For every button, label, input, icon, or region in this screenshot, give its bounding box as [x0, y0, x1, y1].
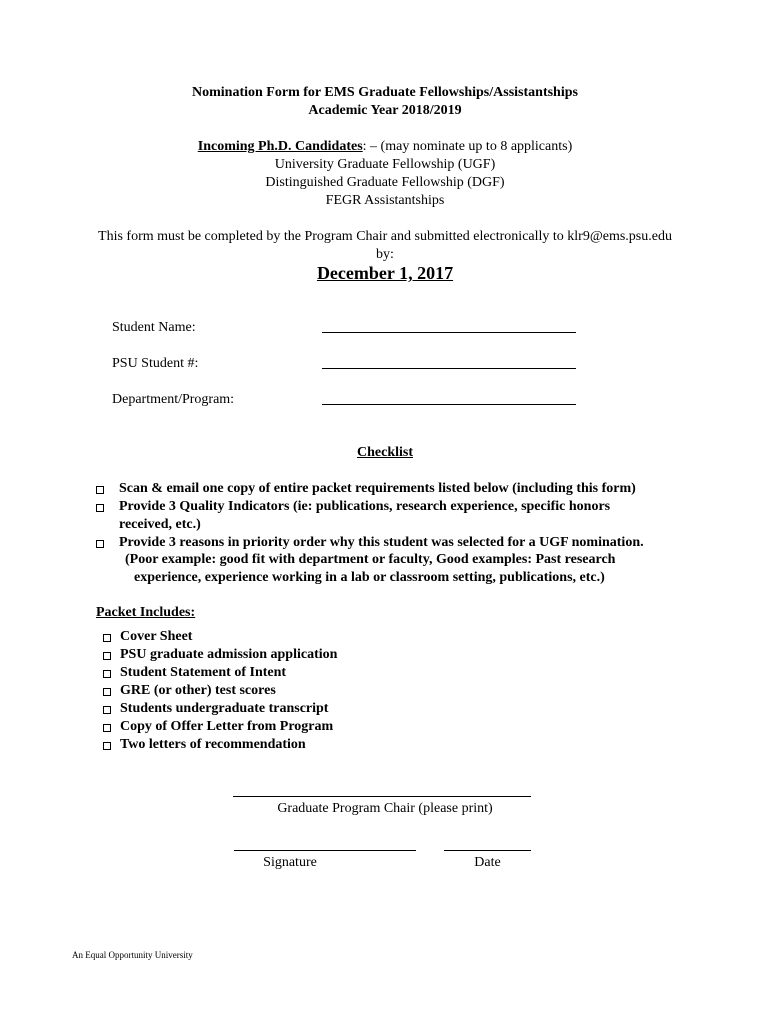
- candidates-heading-suffix: : – (may nominate up to 8 applicants): [362, 139, 573, 154]
- packet-item-offer-letter: Copy of Offer Letter from Program: [120, 719, 334, 734]
- signature-field[interactable]: [234, 850, 416, 851]
- student-number-label: PSU Student #:: [112, 356, 199, 371]
- candidates-heading-line: [0, 138, 770, 156]
- packet-item-statement: Student Statement of Intent: [120, 665, 287, 680]
- academic-year: Academic Year 2018/2019: [308, 103, 462, 118]
- checklist-item-scan: Scan & email one copy of entire packet requirements listed below (including this form): [119, 481, 636, 496]
- packet-heading: Packet Includes:: [96, 605, 196, 620]
- candidates-heading: Incoming Ph.D. Candidates: [197, 139, 363, 154]
- packet-item-test-scores: GRE (or other) test scores: [120, 683, 276, 698]
- checklist-item-indicators: Provide 3 Quality Indicators (ie: publications, research experience, specific honors: [119, 499, 611, 514]
- checkbox-icon[interactable]: [103, 742, 111, 750]
- checkbox-icon[interactable]: [103, 706, 111, 714]
- checkbox-icon[interactable]: [96, 540, 104, 548]
- checkbox-icon[interactable]: [103, 670, 111, 678]
- student-number-field[interactable]: [322, 368, 576, 369]
- department-field[interactable]: [322, 404, 576, 405]
- date-field[interactable]: [444, 850, 531, 851]
- chair-name-field[interactable]: [233, 796, 531, 797]
- instructions-text: This form must be completed by the Program Chair and submitted electronically to klr9@ems.psu.edu: [98, 229, 672, 244]
- checklist-item-reasons-cont1: (Poor example: good fit with department or faculty, Good examples: Past research: [125, 552, 616, 567]
- deadline-date: December 1, 2017: [316, 263, 454, 283]
- packet-item-application: PSU graduate admission application: [120, 647, 338, 662]
- department-label: Department/Program:: [112, 392, 235, 407]
- checklist-item-indicators-cont: received, etc.): [119, 517, 201, 532]
- checkbox-icon[interactable]: [103, 724, 111, 732]
- checklist-heading: Checklist: [357, 445, 413, 460]
- chair-label: Graduate Program Chair (please print): [277, 801, 493, 816]
- checkbox-icon[interactable]: [103, 652, 111, 660]
- checklist-item-reasons-cont2: experience, experience working in a lab or classroom setting, publications, etc.): [134, 570, 605, 585]
- packet-item-recommendations: Two letters of recommendation: [120, 737, 306, 752]
- date-label: Date: [474, 855, 501, 870]
- student-name-field[interactable]: [322, 332, 576, 333]
- award-ugf: University Graduate Fellowship (UGF): [274, 157, 496, 172]
- checkbox-icon[interactable]: [96, 504, 104, 512]
- packet-item-cover-sheet: Cover Sheet: [120, 629, 193, 644]
- checklist-item-reasons: Provide 3 reasons in priority order why this student was selected for a UGF nomination.: [119, 535, 644, 550]
- award-fegr: FEGR Assistantships: [325, 193, 445, 208]
- instructions-by: by:: [376, 247, 394, 262]
- packet-item-transcript: Students undergraduate transcript: [120, 701, 329, 716]
- form-title: Nomination Form for EMS Graduate Fellowships/Assistantships: [192, 85, 578, 100]
- signature-label: Signature: [263, 855, 317, 870]
- award-dgf: Distinguished Graduate Fellowship (DGF): [265, 175, 505, 190]
- checkbox-icon[interactable]: [103, 634, 111, 642]
- checkbox-icon[interactable]: [103, 688, 111, 696]
- student-name-label: Student Name:: [112, 320, 196, 335]
- checkbox-icon[interactable]: [96, 486, 104, 494]
- footer-text: An Equal Opportunity University: [72, 950, 193, 960]
